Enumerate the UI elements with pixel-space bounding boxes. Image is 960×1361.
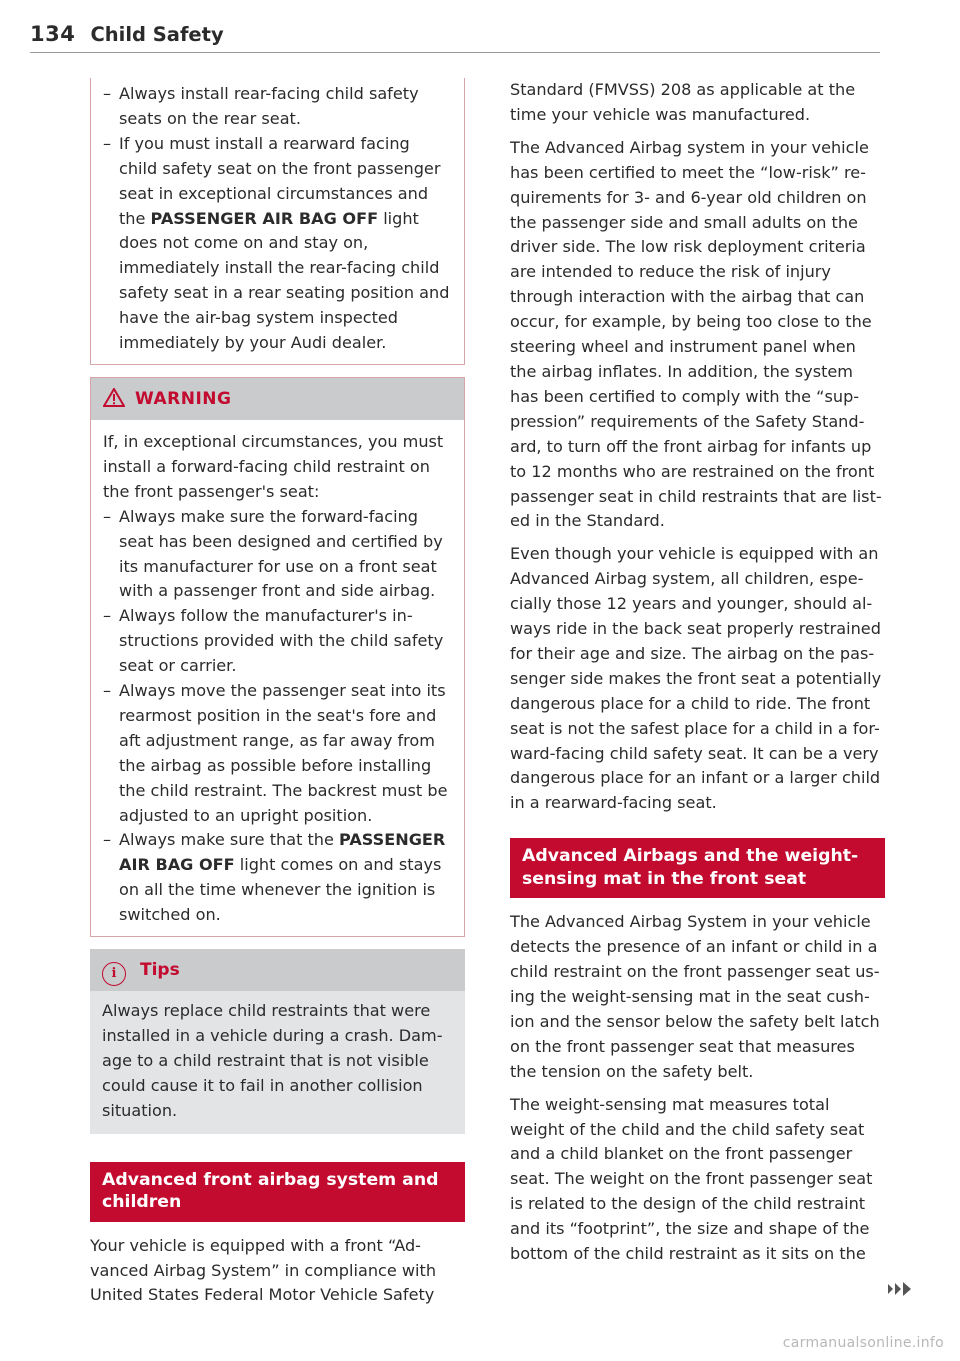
warning-header	[91, 378, 464, 420]
body-paragraph: Your vehicle is equipped with a front “Ad-vanced Airbag System” in compliance with United States Federal Motor Vehicle Safety	[90, 1235, 437, 1305]
left-column	[90, 78, 465, 1308]
list-item: – Always install rear-facing child safety seats on the rear seat.	[103, 84, 419, 128]
warning-intro: If, in exceptional circumstances, you must install a forward-facing child restraint on the front passenger's seat:	[103, 431, 444, 501]
body-paragraph: The Advanced Airbag System in your vehicle detects the presence of an infant or child in a child restraint on the front passenger seat us-ing the weight-sensing mat in the seat cush-ion and the sensor below the safety belt latch on the front passenger seat that measures the tension on the safety belt.	[510, 912, 880, 1081]
warning-triangle-icon	[103, 388, 125, 407]
list-item: – If you must install a rearward facing child safety seat on the front passenger seat in exceptional circumstances and the PASSENGER AIR BAG OFF light does not come on and stay on, immediately install the rear-facing child safety seat in a rear seating position and have the air-bag system inspected immediately by your Audi dealer.	[103, 133, 450, 353]
watermark: carmanualsonline.info	[782, 1335, 944, 1351]
page-header	[30, 22, 880, 56]
body-paragraph: The Advanced Airbag system in your vehicle has been certified to meet the “low-risk” re-quirements for 3- and 6-year old children on the passenger side and small adults on the driver side. The low risk deployment criteria are intended to reduce the risk of injury through interaction with the airbag that can occur, for example, by being too close to the steering wheel and instrument panel when the airbag inflates. In addition, the system has been certified to comply with the “sup-pression” requirements of the Safety Stand-ard, to turn off the front airbag for infants up to 12 months who are restrained on the front passenger seat in child restraints that are list-ed in the Standard.	[510, 137, 882, 531]
info-icon: i	[102, 962, 126, 986]
list-item: – Always follow the manufacturer's in-structions provided with the child safety seat or carrier.	[103, 606, 444, 676]
body-paragraph: The weight-sensing mat measures total weight of the child and the child safety seat and a child blanket on the front passenger seat. The weight on the front passenger seat is related to the design of the child restraint and its “footprint”, the size and shape of the bottom of the child restraint as it sits on the	[510, 1094, 873, 1264]
passenger-airbag-off-label: PASSENGER AIR BAG OFF	[150, 208, 379, 228]
warning-box	[90, 377, 465, 937]
tips-box	[90, 949, 465, 1134]
rear-seat-notice-box	[90, 78, 465, 365]
continue-arrow-icon	[888, 1282, 912, 1296]
list-item: – Always make sure that the PASSENGER AIR BAG OFF light comes on and stays on all the time whenever the ignition is switched on.	[103, 830, 446, 925]
list-item: – Always move the passenger seat into its rearmost position in the seat's fore and aft adjustment range, as far away from the airbag as possible before installing the child restraint. The backrest must be adjusted to an upright position.	[103, 681, 448, 825]
section-heading-weight-sensing-mat: Advanced Airbags and the weight-sensing mat in the front seat	[510, 838, 885, 898]
right-column	[510, 78, 885, 1267]
section-title: Child Safety	[90, 23, 224, 46]
body-paragraph: Standard (FMVSS) 208 as applicable at the time your vehicle was manufactured.	[510, 80, 856, 124]
section-heading-advanced-front-airbag: Advanced front airbag system and children	[90, 1162, 465, 1222]
body-paragraph: Even though your vehicle is equipped with an Advanced Airbag system, all children, espe-cially those 12 years and younger, should al-ways ride in the back seat properly restrained for their age and size. The airbag on the pas-senger side makes the front seat a potentially dangerous place for a child to ride. The front seat is not the safest place for a child in a for-ward-facing child safety seat. It can be a very dangerous place for an infant or a larger child in a rearward-facing seat.	[510, 544, 882, 813]
tips-text: Always replace child restraints that were installed in a vehicle during a crash. Dam-age to a child restraint that is not visible could cause it to fail in another collision situation.	[102, 1001, 443, 1120]
tips-title: Tips	[140, 960, 180, 981]
warning-title: WARNING	[135, 388, 232, 409]
tips-header	[90, 949, 465, 991]
header-rule	[30, 52, 880, 53]
page-number: 134	[30, 22, 76, 46]
list-item: – Always make sure the forward-facing seat has been designed and certified by its manufacturer for use on a front seat with a passenger front and side airbag.	[103, 506, 443, 601]
